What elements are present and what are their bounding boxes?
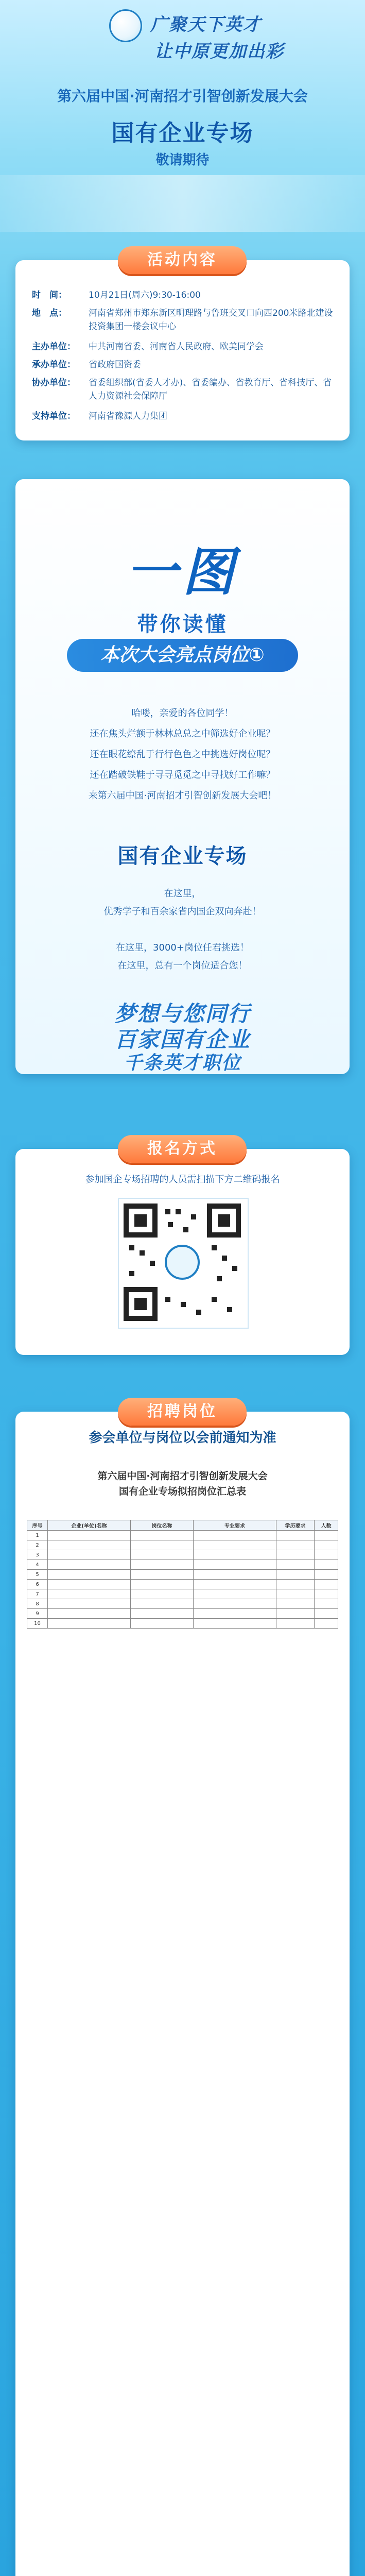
info-row-location — [32, 307, 336, 333]
table-row — [27, 1540, 338, 1550]
table-cell — [48, 1619, 131, 1629]
highlights-line: 还在眼花缭乱于行行色色之中挑选好岗位呢？ — [90, 749, 275, 760]
qr-code-graphic — [119, 1199, 246, 1326]
table-cell — [276, 1531, 314, 1540]
info-row-organizer — [32, 340, 336, 353]
slogan-line-1: 广聚天下英才 — [150, 14, 262, 35]
table-cell: 1 — [27, 1531, 48, 1540]
highlights-zone-line: 在这里， — [164, 888, 201, 899]
highlights-line: 来第六届中国·河南招才引智创新发展大会吧！ — [88, 790, 277, 801]
info-row-co-organizer — [32, 376, 336, 403]
highlights-big-word: 一图 — [126, 542, 239, 602]
table-cell: 9 — [27, 1609, 48, 1619]
table-row — [27, 1560, 338, 1570]
jobs-table — [27, 1520, 338, 1629]
table-cell: 7 — [27, 1589, 48, 1599]
table-cell: 6 — [27, 1580, 48, 1589]
table-cell — [194, 1589, 276, 1599]
table-cell — [130, 1550, 193, 1560]
table-cell — [48, 1580, 131, 1589]
highlights-line: 还在踏破铁鞋于寻寻觅觅之中寻找好工作嘛？ — [90, 770, 275, 781]
table-cell — [276, 1550, 314, 1560]
info-value: 10月21日(周六)9:30-16:00 — [89, 290, 201, 300]
column-header: 专业要求 — [194, 1520, 276, 1531]
register-section-tab: 报名方式 — [118, 1135, 247, 1163]
table-cell: 3 — [27, 1550, 48, 1560]
table-cell — [194, 1619, 276, 1629]
info-row-supporter — [32, 410, 336, 423]
table-cell — [48, 1599, 131, 1609]
table-cell — [276, 1609, 314, 1619]
table-cell — [315, 1550, 338, 1560]
table-cell — [194, 1599, 276, 1609]
table-cell — [130, 1580, 193, 1589]
table-row — [27, 1619, 338, 1629]
table-cell: 2 — [27, 1540, 48, 1550]
highlights-line: 哈喽，亲爱的各位同学！ — [131, 708, 234, 719]
table-cell — [315, 1560, 338, 1570]
special-session-title: 国有企业专场 — [111, 120, 254, 146]
column-header: 企业(单位)名称 — [48, 1520, 131, 1531]
info-value: 省政府国资委 — [89, 360, 141, 370]
table-row — [27, 1531, 338, 1540]
table-cell — [315, 1609, 338, 1619]
info-value: 中共河南省委、河南省人民政府、欧美同学会 — [89, 342, 264, 352]
conference-logo — [109, 9, 142, 42]
table-cell — [130, 1570, 193, 1580]
table-row — [27, 1570, 338, 1580]
info-value: 河南省豫源人力集团 — [89, 411, 167, 421]
table-cell — [130, 1609, 193, 1619]
info-row-host — [32, 358, 336, 371]
table-cell — [130, 1589, 193, 1599]
table-cell: 5 — [27, 1570, 48, 1580]
table-row — [27, 1550, 338, 1560]
table-cell — [315, 1540, 338, 1550]
info-label: 协办单位： — [32, 378, 76, 388]
column-header: 人数 — [315, 1520, 338, 1531]
table-header-row — [27, 1520, 338, 1531]
highlights-subtitle: 带你读懂 — [137, 613, 228, 636]
table-cell — [48, 1550, 131, 1560]
table-cell — [130, 1531, 193, 1540]
table-cell — [130, 1619, 193, 1629]
table-cell — [48, 1609, 131, 1619]
column-header: 岗位名称 — [130, 1520, 193, 1531]
table-cell: 8 — [27, 1599, 48, 1609]
highlights-banner: 本次大会亮点岗位① — [67, 639, 298, 672]
header-decoration — [0, 175, 365, 232]
table-cell — [194, 1570, 276, 1580]
activity-section-tab: 活动内容 — [118, 246, 247, 274]
highlights-tagline-1: 梦想与您同行 — [114, 1001, 251, 1026]
recruitment-notice: 参会单位与岗位以会前通知为准 — [89, 1430, 276, 1446]
table-row — [27, 1580, 338, 1589]
highlights-line: 还在焦头烂额于林林总总之中筛选好企业呢？ — [90, 728, 275, 739]
highlights-zone-line: 优秀学子和百余家省内国企双向奔赴！ — [103, 906, 262, 917]
table-cell — [194, 1540, 276, 1550]
table-cell — [315, 1599, 338, 1609]
highlights-zone-line: 在这里，3000+岗位任君挑选！ — [116, 942, 249, 953]
table-cell — [48, 1570, 131, 1580]
column-header: 序号 — [27, 1520, 48, 1531]
highlights-zone-line: 在这里，总有一个岗位适合您！ — [117, 960, 248, 971]
table-row — [27, 1589, 338, 1599]
highlights-zone-title: 国有企业专场 — [117, 844, 248, 868]
info-label: 支持单位： — [32, 411, 76, 421]
table-cell — [194, 1580, 276, 1589]
table-cell — [194, 1550, 276, 1560]
table-cell — [194, 1560, 276, 1570]
table-cell: 10 — [27, 1619, 48, 1629]
info-label: 时 间： — [32, 290, 67, 300]
table-cell — [276, 1580, 314, 1589]
table-cell — [276, 1570, 314, 1580]
qr-code[interactable] — [118, 1198, 249, 1329]
table-row — [27, 1609, 338, 1619]
table-cell — [315, 1570, 338, 1580]
register-instruction: 参加国企专场招聘的人员需扫描下方二维码报名 — [85, 1174, 280, 1185]
table-cell — [276, 1619, 314, 1629]
table-cell — [315, 1531, 338, 1540]
info-label: 主办单位： — [32, 342, 76, 352]
table-cell — [48, 1540, 131, 1550]
table-cell — [48, 1560, 131, 1570]
table-cell — [130, 1599, 193, 1609]
table-cell — [130, 1560, 193, 1570]
table-cell — [48, 1531, 131, 1540]
conference-title: 第六届中国·河南招才引智创新发展大会 — [57, 88, 308, 105]
highlights-tagline-3: 千条英才职位 — [124, 1053, 241, 1074]
column-header: 学历要求 — [276, 1520, 314, 1531]
highlights-tagline-2: 百家国有企业 — [114, 1027, 251, 1052]
table-cell — [48, 1589, 131, 1599]
info-value: 河南省郑州市郑东新区明理路与鲁班交叉口向西200米路北建设投资集团一楼会议中心 — [89, 308, 333, 332]
stay-tuned-text: 敬请期待 — [155, 152, 210, 168]
table-cell — [276, 1599, 314, 1609]
table-cell — [315, 1580, 338, 1589]
info-value: 省委组织部(省委人才办)、省委编办、省教育厅、省科技厅、省人力资源社会保障厅 — [89, 378, 332, 401]
table-title-line-1: 第六届中国·河南招才引智创新发展大会 — [97, 1470, 268, 1482]
recruitment-section-tab: 招聘岗位 — [118, 1398, 247, 1426]
table-cell — [194, 1531, 276, 1540]
info-label: 地 点： — [32, 308, 67, 318]
table-title-line-2: 国有企业专场拟招岗位汇总表 — [118, 1486, 246, 1497]
table-cell — [194, 1609, 276, 1619]
table-cell: 4 — [27, 1560, 48, 1570]
slogan-line-2: 让中原更加出彩 — [154, 41, 284, 62]
table-cell — [276, 1589, 314, 1599]
table-row — [27, 1599, 338, 1609]
info-label: 承办单位： — [32, 360, 76, 370]
table-cell — [315, 1589, 338, 1599]
info-row-time — [32, 289, 336, 302]
table-cell — [315, 1619, 338, 1629]
table-cell — [276, 1540, 314, 1550]
table-cell — [130, 1540, 193, 1550]
table-cell — [276, 1560, 314, 1570]
